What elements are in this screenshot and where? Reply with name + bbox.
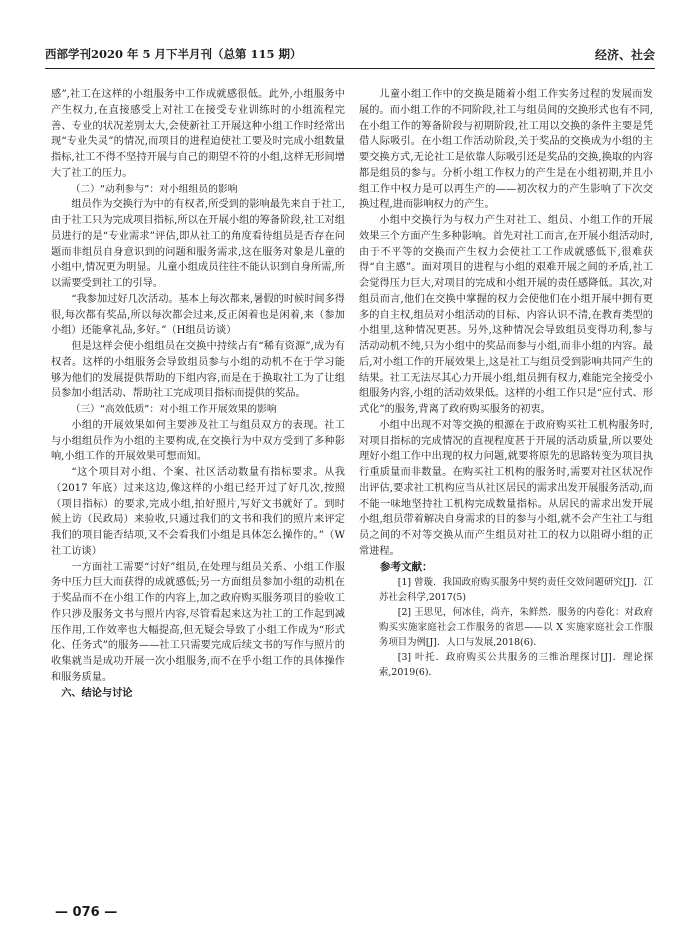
paragraph: 儿童小组工作中的交换是随着小组工作实务过程的发展而发展的。而小组工作的不同阶段,社工与组员间的交换形式也有不同,在小组工作的筹备阶段与初期阶段,社工用以交换的条件主要是凭借人际吸引。在小组工作活动阶段,关于奖品的交换成为小组的主要交换方式,无论社工是依靠人际吸引还是奖品的交换,换取的内容都是组员的参与。分析小组工作权力的产生是在小组初期,并且小组工作中权力是可以再生产的——初次权力的产生影响了下次交换过程,进而影响权力的产生。 [359, 89, 653, 211]
journal-title: 西部学刊2020 年 5 月下半月刊（总第 115 期） [45, 47, 302, 61]
paragraph: 小组的开展效果如何主要涉及社工与组员双方的表现。社工与小组组员作为小组的主要构成,在交换行为中双方受到了多种影响,小组工作的开展效果可想而知。 [51, 419, 345, 463]
page-number: — 076 — [55, 905, 118, 920]
reference-item: [3] 叶托．政府购买公共服务的三维治理探讨[J]．理论探索,2019(6)． [379, 652, 653, 679]
paragraph: 一方面社工需要“讨好”组员,在处理与组员关系、小组工作服务中压力巨大而获得的成就感低;另一方面组员参加小组的动机在于奖品而不在小组工作的内容上,加之政府购买服务项目的验收工作只涉及服务文书与照片内容,尽管看起来这为社工的工作起到减压作用,工作效率也大幅提高,但无疑会导致了小组工作成为“形式化、任务式”的服务——社工只需要完成后续文书的写作与照片的收集就当是成功开展一次小组服务,而不在乎小组工作的具体操作和服务质量。 [51, 561, 345, 683]
section-heading: 六、结论与讨论 [61, 687, 133, 699]
references-list [359, 575, 653, 680]
right-column [359, 87, 653, 680]
paragraph: 组员作为交换行为中的有权者,所受到的影响最先来自于社工,由于社工只为完成项目指标,所以在开展小组的筹备阶段,社工对组员进行的是“专业需求”评估,即从社工的角度看待组员是否存在问题而非组员自身意识到的问题和服务需求,这在服务对象是儿童的小组中,情况更为明显。儿童小组成员往往不能认识到自身所需,所以需要受到社工的引导。 [51, 199, 345, 289]
paragraph: “我参加过好几次活动。基本上每次都来,暑假的时候时间多得很,每次都有奖品,所以每次都会过来,反正闲着也是闲着,来（参加小组）还能拿礼品,多好。”（H组员访谈） [51, 293, 345, 337]
paragraph: 感”,社工在这样的小组服务中工作成就感很低。此外,小组服务中产生权力,在直接感受上对社工在接受专业训练时的小组流程完善、专业的状况差别太大,会使新社工开展这种小组工作时经常出现“专业失灵”的情况,而项目的进程迫使社工要及时完成小组数量指标,社工不得不坚持开展与自己的期望不符的小组,这样无形间增大了社工的压力。 [51, 89, 345, 179]
paragraph: 小组中交换行为与权力产生对社工、组员、小组工作的开展效果三个方面产生多种影响。首先对社工而言,在开展小组活动时,由于不平等的交换而产生权力会使社工工作成就感低下,很难获得“自主感”。面对项目的进程与小组的艰难开展之间的矛盾,社工会觉得压力巨大,对项目的完成和小组开展的责任感降低。其次,对组员而言,他们在交换中掌握的权力会使他们在小组开展中拥有更多的自主权,组员对小组活动的目标、内容认识不清,在教育类型的小组里,这种情况更甚。另外,这种情况会导致组员变得功利,参与活动动机不纯,只为小组中的奖品而参与小组,而非小组的内容。最后,对小组工作的开展效果上,这是社工与组员受到影响共同产生的结果。社工无法尽其心力开展小组,组员拥有权力,难能完全接受小组服务内容,小组的活动效果低。这样的小组工作只是“应付式、形式化”的服务,背离了政府购买服务的初衷。 [359, 215, 653, 415]
reference-item: [1] 曾璇．我国政府购买服务中契约责任交效问题研究[J]．江苏社会科学,2017(5) [379, 577, 653, 604]
page-header [45, 40, 655, 69]
section-title: 经济、社会 [594, 48, 655, 62]
paragraph: 小组中出现不对等交换的根源在于政府购买社工机构服务时,对项目指标的完成情况的直视程度甚于开展的活动质量,所以要处理好小组工作中出现的权力问题,就要将原先的思路转变为项目执行重质量而非数量。在购买社工机构的服务时,需要对社区状况作出评估,要求社工机构应当从社区居民的需求出发开展服务活动,而不能一味地坚持社工机构完成数量指标。从居民的需求出发开展小组,组员带着解决自身需求的目的参与小组,就不会产生社工与组员之间的不对等交换从而产生组员对社工的权力以阻碍小组的正常进程。 [359, 419, 653, 557]
subsection-heading: （三）“高效低质”：对小组工作开展效果的影响 [70, 404, 277, 415]
left-column [51, 87, 345, 701]
paragraph: 但是这样会使小组组员在交换中持续占有“稀有资源”,成为有权者。这样的小组服务会导致组员参与小组的动机不在于学习能够为他们的发展提供帮助的下组内容,而是在于换取社工为了让组员参加小组活动、帮助社工完成项目指标而提供的奖品。 [51, 341, 345, 400]
subsection-heading: （二）“动利参与”：对小组组员的影响 [70, 183, 238, 195]
reference-item: [2] 王思见，何冰佳，尚卉，朱鲜然．服务的内卷化：对政府购买实施家庭社会工作服务的省思——以 X 实施家庭社会工作服务项目为例[J]．人口与发展,2018(6)． [379, 607, 653, 649]
paragraph: “这个项目对小组、个案、社区活动数量有指标要求。从我（2017 年底）过来这边,像这样的小组已经开过了好几次,按照（项目指标）的要求,完成小组,拍好照片,写好文书就好了。到时候上访（民政局）来验收,只通过我们的文书和我们的照片来评定我们的项目能否结项,又不会看我们小组是具体怎么操作的。”（W社工访谈） [51, 467, 345, 557]
references-title: 参考文献： [380, 560, 433, 573]
